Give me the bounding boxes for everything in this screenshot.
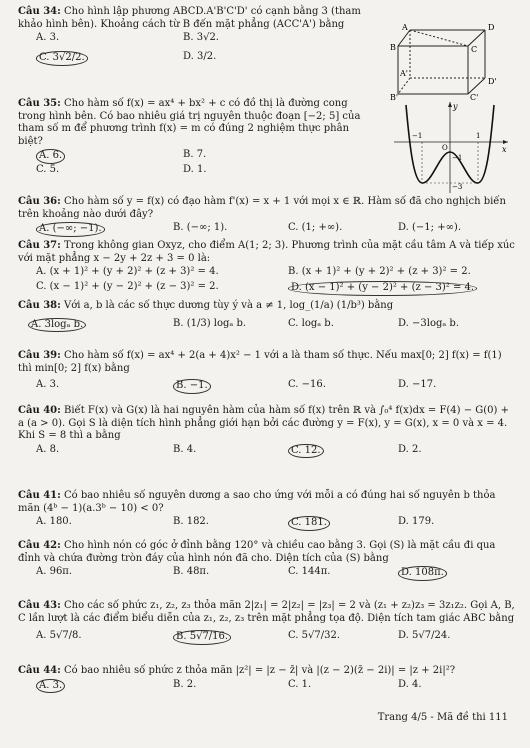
question-text: Có bao nhiêu số nguyên dương a sao cho ứng với mỗi a có đúng hai số nguyên b thỏa mãn (4ᵇ − 1)(a.3ᵇ − 10) < 0? — [18, 490, 496, 514]
option-c[interactable]: C. 144π. — [288, 566, 331, 577]
cube-label: B' — [390, 93, 399, 100]
question-label: Câu 42: — [18, 540, 61, 551]
tick-label: −3 — [452, 183, 463, 191]
option-d[interactable]: D. 1. — [183, 164, 207, 175]
question-text: Trong không gian Oxyz, cho điểm A(1; 2; 3). Phương trình của mặt cầu tâm A và tiếp xúc với mặt phẳng x − 2y + 2z + 3 = 0 là: — [18, 240, 515, 264]
axis-label-y: y — [453, 102, 458, 111]
question-label: Câu 37: — [18, 240, 61, 251]
question-38 — [18, 300, 518, 336]
option-a[interactable]: A. 96π. — [36, 566, 73, 577]
question-44 — [18, 665, 518, 693]
options-row — [18, 266, 518, 280]
option-b[interactable]: B. (1/3) logₐ b. — [173, 317, 247, 329]
option-a[interactable]: A. (−∞; −1). — [36, 222, 105, 237]
question-35 — [18, 98, 368, 178]
option-a[interactable]: A. 5√7/8. — [36, 630, 82, 641]
cube-label: C' — [470, 93, 479, 100]
option-a[interactable]: A. 3. — [36, 32, 60, 43]
cube-label: B — [390, 43, 396, 52]
question-label: Câu 35: — [18, 98, 61, 109]
option-b[interactable]: B. 48π. — [173, 566, 210, 577]
question-36 — [18, 196, 518, 236]
options-row — [18, 32, 388, 46]
option-c[interactable]: C. 5√7/32. — [288, 630, 341, 641]
option-a[interactable]: A. 3. — [36, 679, 65, 694]
axis-label-x: x — [502, 145, 507, 154]
question-label: Câu 36: — [18, 196, 61, 207]
option-c[interactable]: C. 181. — [288, 516, 330, 531]
options-row — [18, 379, 518, 393]
option-c[interactable]: C. (1; +∞). — [288, 222, 343, 233]
cube-label: A' — [400, 69, 408, 78]
option-c[interactable]: C. 12. — [288, 444, 324, 459]
option-c[interactable]: C. 3√2/2. — [36, 51, 88, 66]
option-b[interactable]: B. −1. — [173, 379, 211, 394]
origin-label: O — [442, 144, 448, 152]
option-d[interactable]: D. 2. — [398, 443, 422, 455]
question-41 — [18, 490, 518, 530]
option-d[interactable]: D. −3logₐ b. — [398, 317, 459, 329]
option-d[interactable]: D. 4. — [398, 678, 422, 690]
cube-label: C — [471, 45, 478, 54]
tick-label: −1 — [412, 132, 423, 140]
question-text: Biết F(x) và G(x) là hai nguyên hàm của hàm số f(x) trên ℝ và ∫₀⁴ f(x)dx = F(4) − G(0) + a (a > 0). Gọi S là diện tích hình phẳng giới hạn bởi các đường y = F(x), y = G(x), x = 0 và x = 4. Khi S = 8 thì a bằng — [18, 405, 509, 441]
option-b[interactable]: B. 3√2. — [183, 32, 219, 43]
question-text: Cho hình nón có góc ở đỉnh bằng 120° và chiều cao bằng 3. Gọi (S) là mặt cầu đi qua đỉnh và chứa đường tròn đáy của hình nón đã cho. Diện tích của (S) bằng — [18, 540, 496, 564]
question-text: Cho hàm số f(x) = ax⁴ + bx² + c có đồ thị là đường cong trong hình bên. Có bao nhiêu giá trị nguyên thuộc đoạn [−2; 5] của tham số m để phương trình f(x) = m có đúng 2 nghiệm thực phân biệt? — [18, 98, 361, 147]
options-row — [18, 164, 368, 178]
question-label: Câu 39: — [18, 350, 61, 361]
options-row — [18, 444, 518, 458]
function-graph — [392, 100, 512, 195]
options-row — [18, 281, 518, 295]
tick-label: 1 — [476, 132, 481, 140]
option-c[interactable]: C. −16. — [288, 379, 326, 390]
question-34 — [18, 6, 388, 69]
question-label: Câu 38: — [18, 300, 61, 311]
cube-figure — [390, 22, 510, 100]
question-text: Có bao nhiêu số phức z thỏa mãn |z²| = |z − z̄| và |(z − 2)(z̄ − 2i)| = |z + 2i|²? — [64, 665, 456, 676]
options-row — [18, 149, 368, 163]
option-a[interactable]: A. 180. — [36, 516, 72, 527]
question-43 — [18, 600, 518, 644]
question-37 — [18, 240, 518, 295]
question-label: Câu 43: — [18, 600, 61, 611]
question-text: Cho hàm số f(x) = ax⁴ + 2(a + 4)x² − 1 với a là tham số thực. Nếu max[0; 2] f(x) = f(1) thì min[0; 2] f(x) bằng — [18, 350, 502, 374]
options-row — [18, 47, 388, 69]
option-a[interactable]: A. 6. — [36, 149, 65, 164]
option-b[interactable]: B. 4. — [173, 443, 197, 455]
question-42 — [18, 540, 518, 580]
cube-label: D — [488, 23, 495, 32]
option-a[interactable]: A. 3logₐ b. — [28, 318, 86, 333]
option-b[interactable]: B. 182. — [173, 516, 209, 527]
options-row — [18, 630, 518, 644]
option-d[interactable]: D. (x − 1)² + (y − 2)² + (z − 3)² = 4. — [288, 281, 477, 296]
option-c[interactable]: C. 1. — [288, 678, 312, 690]
question-40 — [18, 405, 518, 458]
option-b[interactable]: B. (−∞; 1). — [173, 222, 228, 233]
option-d[interactable]: D. 5√7/24. — [398, 630, 451, 641]
option-a[interactable]: A. 3. — [36, 379, 60, 390]
cube-label: A — [402, 23, 408, 32]
question-label: Câu 40: — [18, 405, 61, 416]
option-d[interactable]: D. −17. — [398, 379, 437, 390]
option-d[interactable]: D. 108π. — [398, 566, 447, 581]
option-b[interactable]: B. 2. — [173, 678, 197, 690]
option-d[interactable]: D. 179. — [398, 516, 435, 527]
question-text: Cho hàm số y = f(x) có đạo hàm f'(x) = x + 1 với mọi x ∈ ℝ. Hàm số đã cho nghịch biến trên khoảng nào dưới đây? — [18, 196, 506, 220]
option-d[interactable]: D. (−1; +∞). — [398, 222, 461, 233]
option-b[interactable]: B. (x + 1)² + (y + 2)² + (z + 3)² = 2. — [288, 266, 471, 277]
tick-label: −1 — [452, 154, 463, 162]
option-c[interactable]: C. (x − 1)² + (y − 2)² + (z − 3)² = 2. — [36, 281, 219, 292]
question-39 — [18, 350, 518, 393]
options-row — [18, 679, 518, 693]
option-a[interactable]: A. 8. — [36, 443, 60, 455]
page-footer: Trang 4/5 - Mã đề thi 111 — [377, 712, 508, 723]
options-row — [18, 516, 518, 530]
question-label: Câu 44: — [18, 665, 61, 676]
option-c[interactable]: C. logₐ b. — [288, 317, 334, 329]
option-c[interactable]: C. 5. — [36, 164, 60, 175]
option-d[interactable]: D. 3/2. — [183, 51, 217, 62]
options-row — [18, 222, 518, 236]
options-row — [18, 318, 518, 336]
question-text: Cho hình lập phương ABCD.A'B'C'D' có cạnh bằng 3 (tham khảo hình bên). Khoảng cách từ B đến mặt phẳng (ACC'A') bằng — [18, 6, 361, 30]
question-label: Câu 41: — [18, 490, 61, 501]
option-b[interactable]: B. 7. — [183, 149, 207, 160]
cube-label: D' — [488, 77, 497, 86]
question-text: Cho các số phức z₁, z₂, z₃ thỏa mãn 2|z₁| = 2|z₂| = |z₃| = 2 và (z₁ + z₂)z₃ = 3z₁z₂. Gọi A, B, C lần lượt là các điểm biểu diễn của z₁, z₂, z₃ trên mặt phẳng tọa độ. Diện tích tam giác ABC bằng — [18, 600, 515, 624]
option-a[interactable]: A. (x + 1)² + (y + 2)² + (z + 3)² = 4. — [36, 266, 219, 277]
question-label: Câu 34: — [18, 6, 61, 17]
options-row — [18, 566, 518, 580]
option-b[interactable]: B. 5√7/16. — [173, 630, 231, 645]
question-text: Với a, b là các số thực dương tùy ý và a ≠ 1, log_(1/a) (1/b³) bằng — [64, 300, 394, 311]
